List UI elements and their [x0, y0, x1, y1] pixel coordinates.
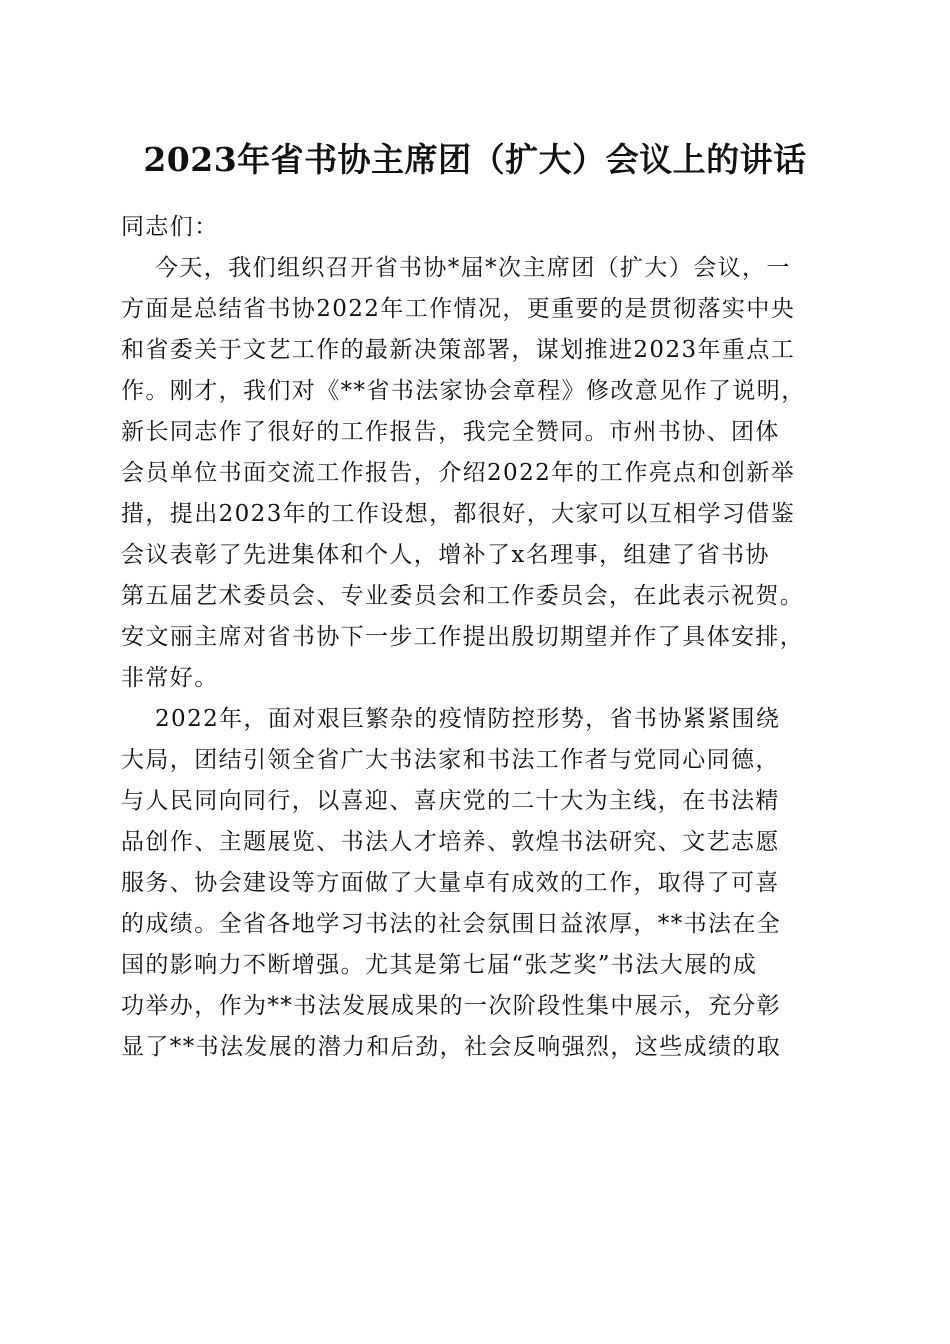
paragraph-line: 的成绩。全省各地学习书法的社会氛围日益浓厚，**书法在全: [121, 911, 782, 937]
paragraph-line: 品创作、主题展览、书法人才培养、敦煌书法研究、文艺志愿: [121, 829, 780, 855]
paragraph-line: 功举办，作为**书法发展成果的一次阶段性集中展示，充分彰: [121, 993, 782, 1019]
paragraph-2: [121, 699, 839, 1068]
paragraph-line: 第五届艺术委员会、专业委员会和工作委员会，在此表示祝贺。: [121, 583, 805, 609]
document-title: 2023年省书协主席团（扩大）会议上的讲话: [143, 140, 807, 179]
paragraph-line: 措，提出2023年的工作设想，都很好，大家可以互相学习借鉴: [121, 501, 796, 527]
salutation: 同志们：: [121, 214, 219, 240]
paragraph-line: 安文丽主席对省书协下一步工作提出殷切期望并作了具体安排，: [121, 624, 805, 650]
paragraph-line: 与人民同向同行，以喜迎、喜庆党的二十大为主线，在书法精: [121, 788, 780, 814]
paragraph-1: [121, 248, 839, 699]
paragraph-line: 非常好。: [121, 665, 219, 691]
paragraph-line: 方面是总结省书协2022年工作情况，更重要的是贯彻落实中央: [121, 296, 796, 322]
paragraph-line: 新长同志作了很好的工作报告，我完全赞同。市州书协、团体: [121, 419, 780, 445]
paragraph-line: 国的影响力不断增强。尤其是第七届“张芝奖”书法大展的成: [121, 952, 758, 978]
paragraph-line: 会议表彰了先进集体和个人，增补了x名理事，组建了省书协: [121, 542, 770, 568]
paragraph-line: 大局，团结引领全省广大书法家和书法工作者与党同心同德，: [121, 747, 780, 773]
paragraph-line: 会员单位书面交流工作报告，介绍2022年的工作亮点和创新举: [121, 460, 796, 486]
paragraph-line: 作。刚才，我们对《**省书法家协会章程》修改意见作了说明，: [121, 378, 806, 404]
paragraph-line: 2022年，面对艰巨繁杂的疫情防控形势，省书协紧紧围绕: [155, 706, 781, 732]
paragraph-line: 服务、协会建设等方面做了大量卓有成效的工作，取得了可喜: [121, 870, 780, 896]
paragraph-line: 和省委关于文艺工作的最新决策部署，谋划推进2023年重点工: [121, 337, 796, 363]
document-body: [121, 207, 839, 1068]
paragraph-line: 今天，我们组织召开省书协*届*次主席团（扩大）会议，一: [155, 255, 791, 281]
paragraph-line: 显了**书法发展的潜力和后劲，社会反响强烈，这些成绩的取: [121, 1034, 782, 1060]
